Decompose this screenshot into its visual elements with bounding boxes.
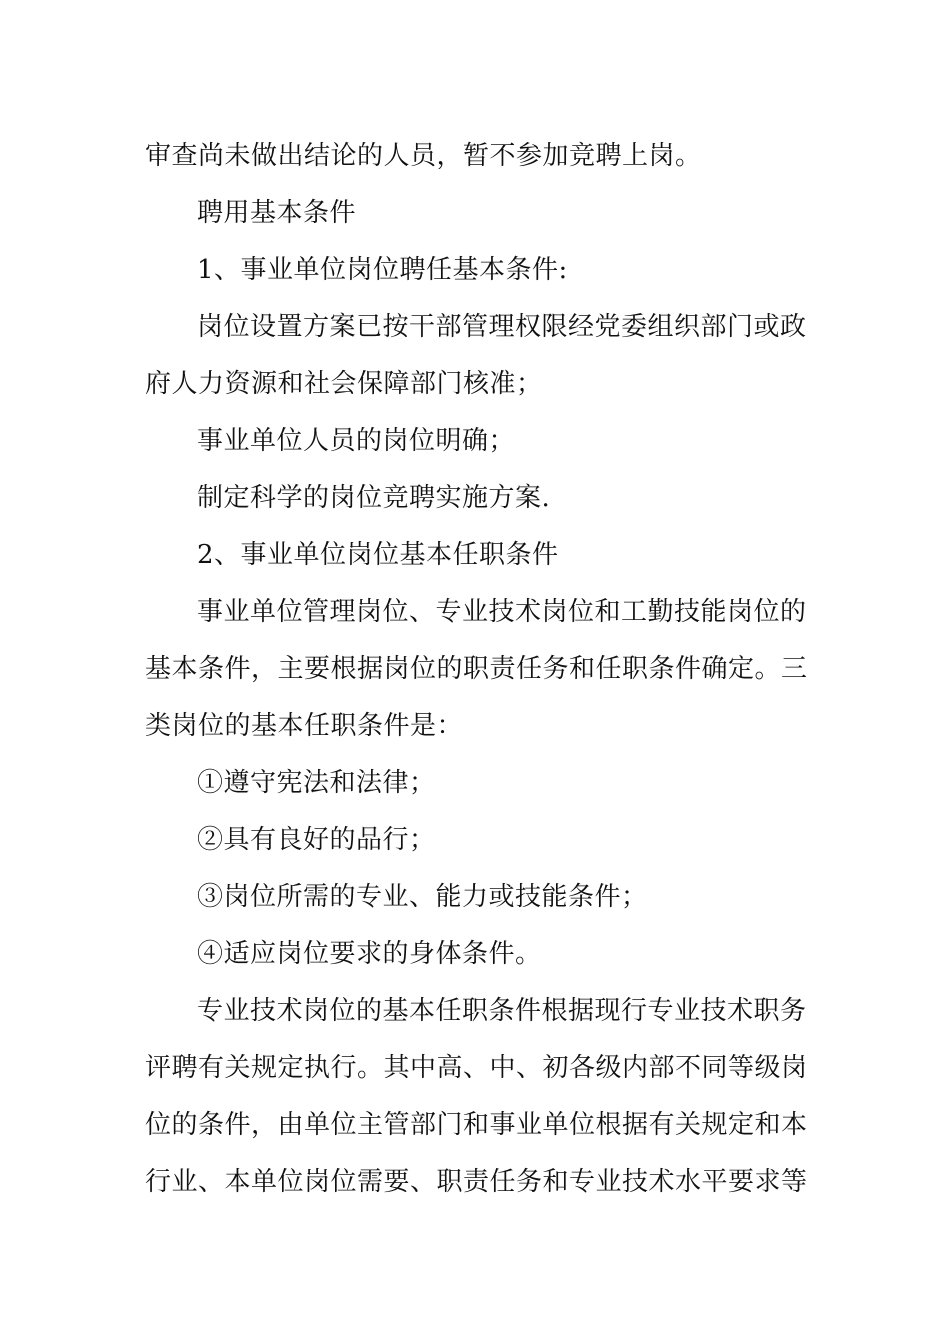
subsection-heading: 1、事业单位岗位聘任基本条件: [197, 255, 568, 285]
text-line: 行业、本单位岗位需要、职责任务和专业技术水平要求等 [145, 1167, 808, 1197]
text-line: 位的条件，由单位主管部门和事业单位根据有关规定和本 [145, 1110, 808, 1140]
text-line: 专业技术岗位的基本任职条件根据现行专业技术职务 [197, 996, 807, 1026]
text-line: 事业单位管理岗位、专业技术岗位和工勤技能岗位的 [197, 597, 807, 627]
list-item: ④适应岗位要求的身体条件。 [197, 939, 542, 969]
document-body [145, 128, 810, 1211]
subsection-heading: 2、事业单位岗位基本任职条件 [197, 540, 559, 570]
text-line: 岗位设置方案已按干部管理权限经党委组织部门或政 [197, 312, 807, 342]
text-line: 事业单位人员的岗位明确； [197, 426, 516, 456]
text-line: 制定科学的岗位竞聘实施方案. [197, 483, 551, 513]
text-line: 基本条件，主要根据岗位的职责任务和任职条件确定。三 [145, 654, 808, 684]
list-item: ③岗位所需的专业、能力或技能条件； [197, 882, 648, 912]
text-line: 评聘有关规定执行。其中高、中、初各级内部不同等级岗 [145, 1053, 808, 1083]
list-item: ②具有良好的品行； [197, 825, 436, 855]
list-item: ①遵守宪法和法律； [197, 768, 436, 798]
text-line: 府人力资源和社会保障部门核准； [145, 369, 543, 399]
section-heading: 聘用基本条件 [197, 198, 357, 228]
text-line: 类岗位的基本任职条件是： [145, 711, 464, 741]
text-line: 审查尚未做出结论的人员，暂不参加竞聘上岗。 [145, 141, 702, 171]
